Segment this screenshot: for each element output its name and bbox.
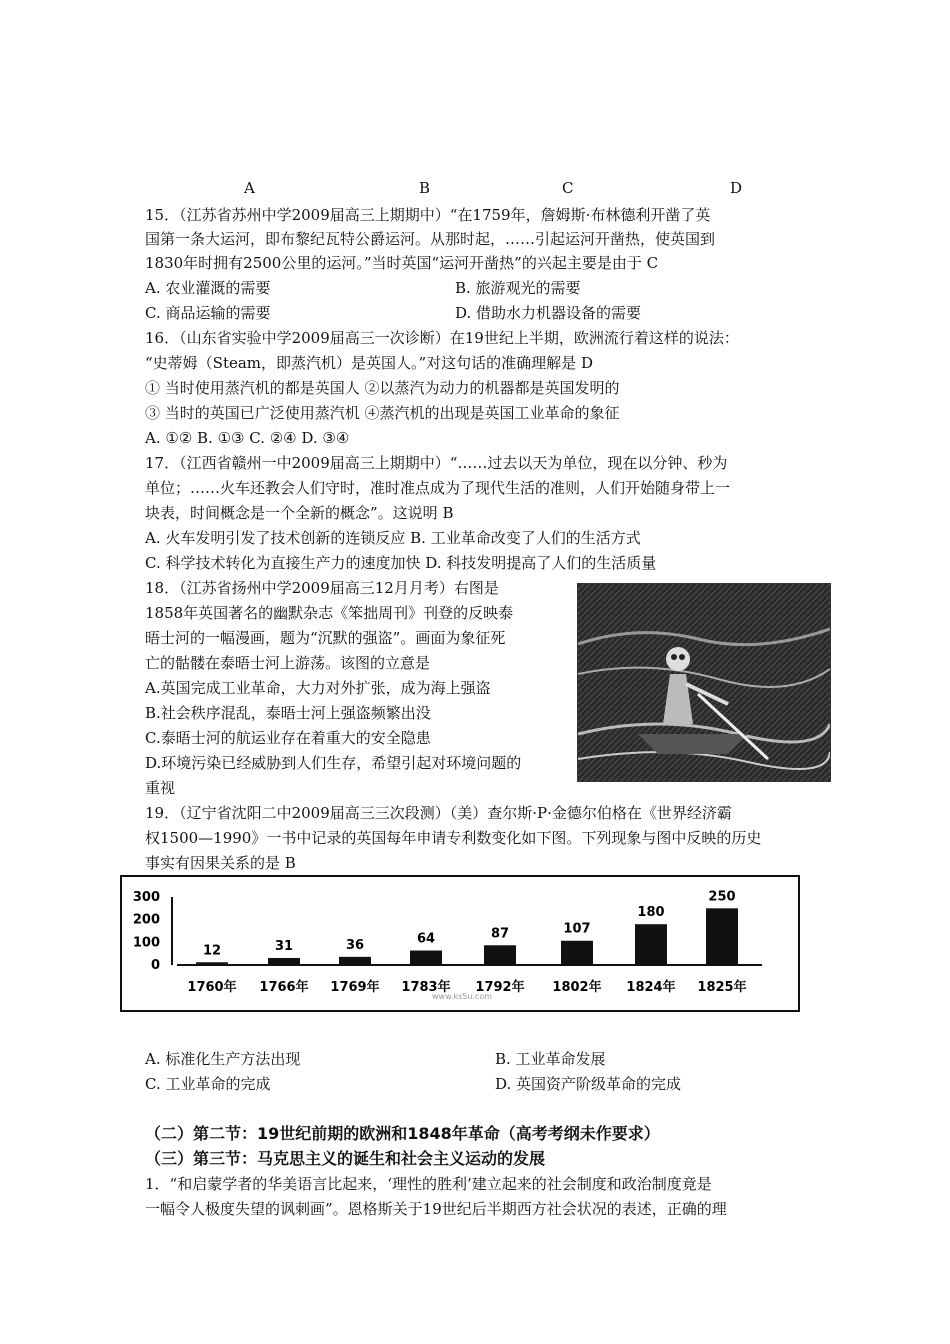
q19-option-c: C. 工业革命的完成 bbox=[145, 1075, 271, 1093]
x-tick-label: 1825年 bbox=[697, 980, 747, 995]
q17-line2: 单位；……火车还教会人们守时，准时准点成为了现代生活的准则，人们开始随身带上一 bbox=[145, 479, 731, 497]
q16-line1: 16．（山东省实验中学2009届高三一次诊断）在19世纪上半期，欧洲流行着这样的说法： bbox=[145, 329, 739, 347]
y-tick-label: 200 bbox=[132, 912, 160, 928]
bar bbox=[268, 958, 300, 965]
q17-line1: 17．（江西省赣州一中2009届高三上期期中）“……过去以天为单位，现在以分钟、秒为 bbox=[145, 454, 728, 472]
bar bbox=[561, 941, 593, 965]
q18-option-a: A.英国完成工业革命，大力对外扩张，成为海上强盗 bbox=[145, 679, 491, 697]
x-tick-label: 1792年 bbox=[475, 980, 525, 995]
q17-line5: C. 科学技术转化为直接生产力的速度加快 D. 科技发明提高了人们的生活质量 bbox=[145, 554, 657, 572]
option-letter-d: D bbox=[730, 179, 743, 197]
q18-option-d-cont: 重视 bbox=[145, 779, 176, 797]
data-label: 64 bbox=[416, 931, 436, 947]
bar bbox=[706, 908, 738, 965]
q17-line3: 块表，时间概念是一个全新的概念”。这说明 B bbox=[145, 504, 454, 522]
y-tick-label: 100 bbox=[132, 935, 160, 951]
q19-line1: 19．（辽宁省沈阳二中2009届高三三次段测）（美）查尔斯·P·金德尔伯格在《世界经济霸 bbox=[145, 804, 732, 822]
section-heading-2: （二）第二节：19世纪前期的欧洲和1848年革命（高考考纲未作要求） bbox=[145, 1124, 660, 1143]
bar bbox=[635, 924, 667, 965]
data-label: 12 bbox=[202, 943, 222, 959]
x-tick-label: 1783年 bbox=[401, 980, 451, 995]
data-label: 107 bbox=[563, 921, 591, 937]
option-letter-b: B bbox=[419, 179, 431, 197]
y-tick-label: 300 bbox=[132, 890, 160, 905]
q19-option-a: A. 标准化生产方法出现 bbox=[145, 1050, 301, 1068]
q19-line2: 权1500—1990》一书中记录的英国每年申请专利数变化如下图。下列现象与图中反映的历史 bbox=[145, 829, 762, 847]
q18-option-b: B.社会秩序混乱，泰晤士河上强盗频繁出没 bbox=[145, 704, 431, 722]
q15-option-d: D. 借助水力机器设备的需要 bbox=[455, 304, 642, 322]
x-tick-label: 1769年 bbox=[330, 980, 380, 995]
option-letter-a: A bbox=[244, 179, 255, 197]
x-tick-label: 1802年 bbox=[552, 980, 602, 995]
x-tick-label: 1766年 bbox=[259, 980, 309, 995]
q15-option-a: A. 农业灌溉的需要 bbox=[145, 279, 271, 297]
data-label: 36 bbox=[345, 937, 365, 953]
q18-line1: 18．（江苏省扬州中学2009届高三12月月考）右图是 bbox=[145, 579, 499, 597]
q18-option-c: C.泰晤士河的航运业存在着重大的安全隐患 bbox=[145, 729, 431, 747]
q18-option-d: D.环境污染已经威胁到人们生存，希望引起对环境问题的 bbox=[145, 754, 522, 772]
q1-line1: 1．“和启蒙学者的华美语言比起来，‘理性的胜利’建立起来的社会制度和政治制度竟是 bbox=[145, 1175, 712, 1193]
q19-option-d: D. 英国资产阶级革命的完成 bbox=[495, 1075, 682, 1093]
x-tick-label: 1760年 bbox=[187, 980, 237, 995]
q18-line4: 亡的骷髅在泰晤士河上游荡。该图的立意是 bbox=[145, 654, 431, 672]
q17-line4: A. 火车发明引发了技术创新的连锁反应 B. 工业革命改变了人们的生活方式 bbox=[145, 529, 641, 547]
q16-line2: “史蒂姆（Steam，即蒸汽机）是英国人。”对这句话的准确理解是 D bbox=[145, 354, 593, 372]
q15-line1: 15．（江苏省苏州中学2009届高三上期期中）“在1759年，詹姆斯·布林德利开凿了英 bbox=[145, 206, 711, 224]
thames-cartoon-image bbox=[577, 583, 831, 782]
q1-line2: 一幅令人极度失望的讽刺画”。恩格斯关于19世纪后半期西方社会状况的表述，正确的理 bbox=[145, 1200, 727, 1218]
data-label: 180 bbox=[637, 905, 665, 921]
section-heading-3: （三）第三节：马克思主义的诞生和社会主义运动的发展 bbox=[145, 1149, 546, 1168]
bar bbox=[196, 962, 228, 965]
y-tick-label: 0 bbox=[150, 958, 160, 973]
q16-line4: ③ 当时的英国已广泛使用蒸汽机 ④蒸汽机的出现是英国工业革命的象征 bbox=[145, 404, 620, 422]
data-label: 87 bbox=[490, 926, 510, 942]
data-label: 250 bbox=[708, 889, 736, 905]
option-letter-c: C bbox=[562, 179, 574, 197]
q19-option-b: B. 工业革命发展 bbox=[495, 1050, 606, 1068]
chart-svg bbox=[122, 877, 798, 1010]
q18-line3: 晤士河的一幅漫画，题为“沉默的强盗”。画面为象征死 bbox=[145, 629, 506, 647]
bar bbox=[339, 957, 371, 965]
data-label: 31 bbox=[274, 938, 294, 954]
bar bbox=[410, 950, 442, 965]
q15-option-c: C. 商品运输的需要 bbox=[145, 304, 271, 322]
q18-line2: 1858年英国著名的幽默杂志《笨拙周刊》刊登的反映泰 bbox=[145, 604, 514, 622]
q16-line3: ① 当时使用蒸汽机的都是英国人 ②以蒸汽为动力的机器都是英国发明的 bbox=[145, 379, 620, 397]
q15-option-b: B. 旅游观光的需要 bbox=[455, 279, 581, 297]
q15-line2: 国第一条大运河，即布黎纪瓦特公爵运河。从那时起，……引起运河开凿热，使英国到 bbox=[145, 230, 716, 248]
bar bbox=[484, 945, 516, 965]
q15-line3: 1830年时拥有2500公里的运河。”当时英国“运河开凿热”的兴起主要是由于 C bbox=[145, 254, 659, 272]
q16-line5: A. ①② B. ①③ C. ②④ D. ③④ bbox=[145, 429, 350, 447]
x-tick-label: 1824年 bbox=[626, 980, 676, 995]
watermark: www.ks5u.com bbox=[432, 992, 493, 1001]
patent-bar-chart bbox=[120, 875, 800, 1012]
q19-line3: 事实有因果关系的是 B bbox=[145, 854, 296, 872]
